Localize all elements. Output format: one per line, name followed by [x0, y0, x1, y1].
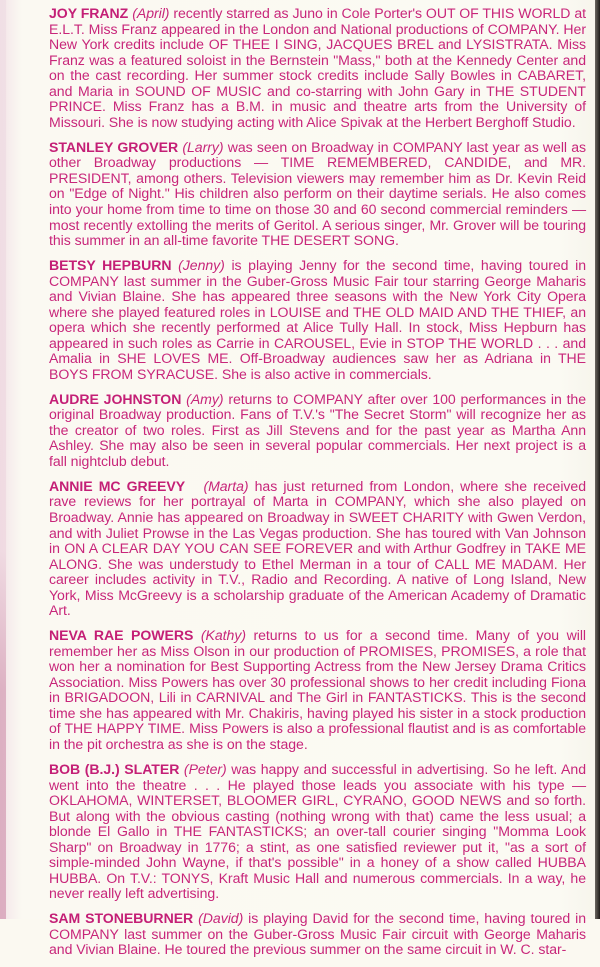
bio-annie-mcgreevy [49, 479, 586, 619]
bio-name: STANLEY GROVER [49, 138, 179, 155]
bio-text: recently starred as Juno in Cole Porter's OUT OF THIS WORLD at E.L.T. Miss Franz appeared in the London and National productions of COMPANY. Her New York credits include OF THEE I SING, JACQUES BREL and LYSISTRATA. Miss Franz was a featured soloist in the Bernstein "Mass," both at the Kennedy Center and on the cast recording. Her summer stock credits include Sally Bowles in CABARET, and Maria in SOUND OF MUSIC and co-starring with John Gary in THE STUDENT PRINCE. Miss Franz has a B.M. in music and theatre arts from the University of Missouri. She is now studying acting with Alice Spivak at the Herbert Berghoff Studio. [49, 5, 587, 130]
bio-name: SAM STONEBURNER [49, 910, 194, 927]
bio-role: (Kathy) [200, 627, 246, 644]
bio-text: is playing Jenny for the second time, having toured in COMPANY last summer in the Guber-Gross Music Fair tour starring George Maharis and Vivian Blaine. She has appeared three seasons with the New York City Opera where she played featured roles in LOUISE and THE OLD MAID AND THE THIEF, an opera which she recently performed at Alice Tully Hall. In stock, Miss Hepburn has appeared in such roles as Carrie in CAROUSEL, Evie in STOP THE WORLD . . . and Amalia in SHE LOVES ME. Off-Broadway audiences saw her as Adriana in THE BOYS FROM SYRACUSE. She is also active in commercials. [49, 256, 586, 382]
bio-text: returns to COMPANY after over 100 performances in the original Broadway production. Fans of T.V.'s "The Secret Storm" will recognize her as the creator of two roles. First as Jill Stevens and for the past year as Martha Ann Ashley. She may also be seen in several popular commercials. Her next project is a fall nightclub debut. [49, 390, 587, 469]
bio-name: JOY FRANZ [49, 5, 129, 21]
bio-name: AUDRE JOHNSTON [49, 390, 182, 407]
bio-role: (David) [198, 910, 244, 927]
bio-role: (Larry) [182, 138, 224, 155]
bio-text: was seen on Broadway in COMPANY last year as well as other Broadway productions — TIME REMEMBERED, CANDIDE, and MR. PRESIDENT, among others. Television viewers may remember him as Dr. Kevin Reid on "Edge of Night." His children also perform on their daytime serials. He also comes into your home from time to time on those 30 and 60 second commercial reminders — most recently extolling the merits of Geritol. A serious singer, Mr. Grover will be touring this summer in an all-time favorite THE DESERT SONG. [49, 138, 586, 249]
bio-sam-stoneburner [49, 911, 586, 958]
bio-role: (Amy) [186, 390, 224, 407]
bio-text: has just returned from London, where she received rave reviews for her portrayal of Marta in COMPANY, which she also played on Broadway. Annie has appeared on Broadway in SWEET CHARITY with Gwen Verdon, and with Juliet Prowse in the Las Vegas production. She has toured with Van Johnson in ON A CLEAR DAY YOU CAN SEE FOREVER and with Arthur Godfrey in TAKE ME ALONG. She was understudy to Ethel Merman in a tour of CALL ME MADAM. Her career includes activity in T.V., Radio and Recording. A native of Long Island, New York, Miss McGreevy is a scholarship graduate of the American Academy of Dramatic Art. [49, 477, 586, 619]
bio-name: ANNIE MC GREEVY [49, 477, 186, 494]
page-right-edge [595, 0, 600, 919]
bio-role: (Jenny) [178, 256, 225, 273]
bio-stanley-grover [49, 140, 586, 249]
bio-name: BETSY HEPBURN [49, 256, 172, 273]
bio-betsy-hepburn [49, 258, 586, 382]
bio-role: (April) [132, 5, 170, 21]
bio-bob-slater [49, 762, 586, 902]
bio-neva-rae-powers [49, 628, 586, 752]
bio-role: (Marta) [203, 477, 249, 494]
page-left-edge [0, 0, 6, 919]
cast-bios [49, 6, 586, 967]
bio-name: BOB (B.J.) SLATER [49, 760, 180, 777]
bio-joy-franz [49, 6, 586, 130]
bio-role: (Peter) [183, 760, 227, 777]
bio-text: returns to us for a second time. Many of you will remember her as Miss Olson in our production of PROMISES, PROMISES, a role that won her a nomination for Best Supporting Actress from the New Jersey Drama Critics Association. Miss Powers has over 30 professional shows to her credit including Fiona in BRIGADOON, Lili in CARNIVAL and The Girl in FANTASTICKS. This is the second time she has appeared with Mr. Chakiris, having played his sister in a stock production of THE HAPPY TIME. Miss Powers is also a professional flautist and is as comfortable in the pit orchestra as she is on the stage. [49, 627, 586, 753]
bio-text: was happy and successful in advertising. So he left. And went into the theatre . . . He played those leads you associate with his type — OKLAHOMA, WINTERSET, BLOOMER GIRL, CYRANO, GOOD NEWS and so forth. But along with the obvious casting (nothing wrong with that) came the less usual; a blonde El Gallo in THE FANTASTICKS; an over-tall courier singing "Momma Look Sharp" on Broadway in 1776; a stint, as one satisfied reviewer put it, "as a sort of simple-minded John Wayne, if that's possible" in a honey of a show called HUBBA HUBBA. On T.V.: TONYS, Kraft Music Hall and numerous commercials. In a way, he never really left advertising. [49, 760, 586, 902]
bio-text: is playing David for the second time, having toured in COMPANY last summer on the Guber-Gross Music Fair circuit with George Maharis and Vivian Blaine. He toured the previous summer on the same circuit in W. C. star- [49, 910, 586, 958]
bio-name: NEVA RAE POWERS [49, 627, 194, 644]
bio-audre-johnston [49, 392, 586, 470]
